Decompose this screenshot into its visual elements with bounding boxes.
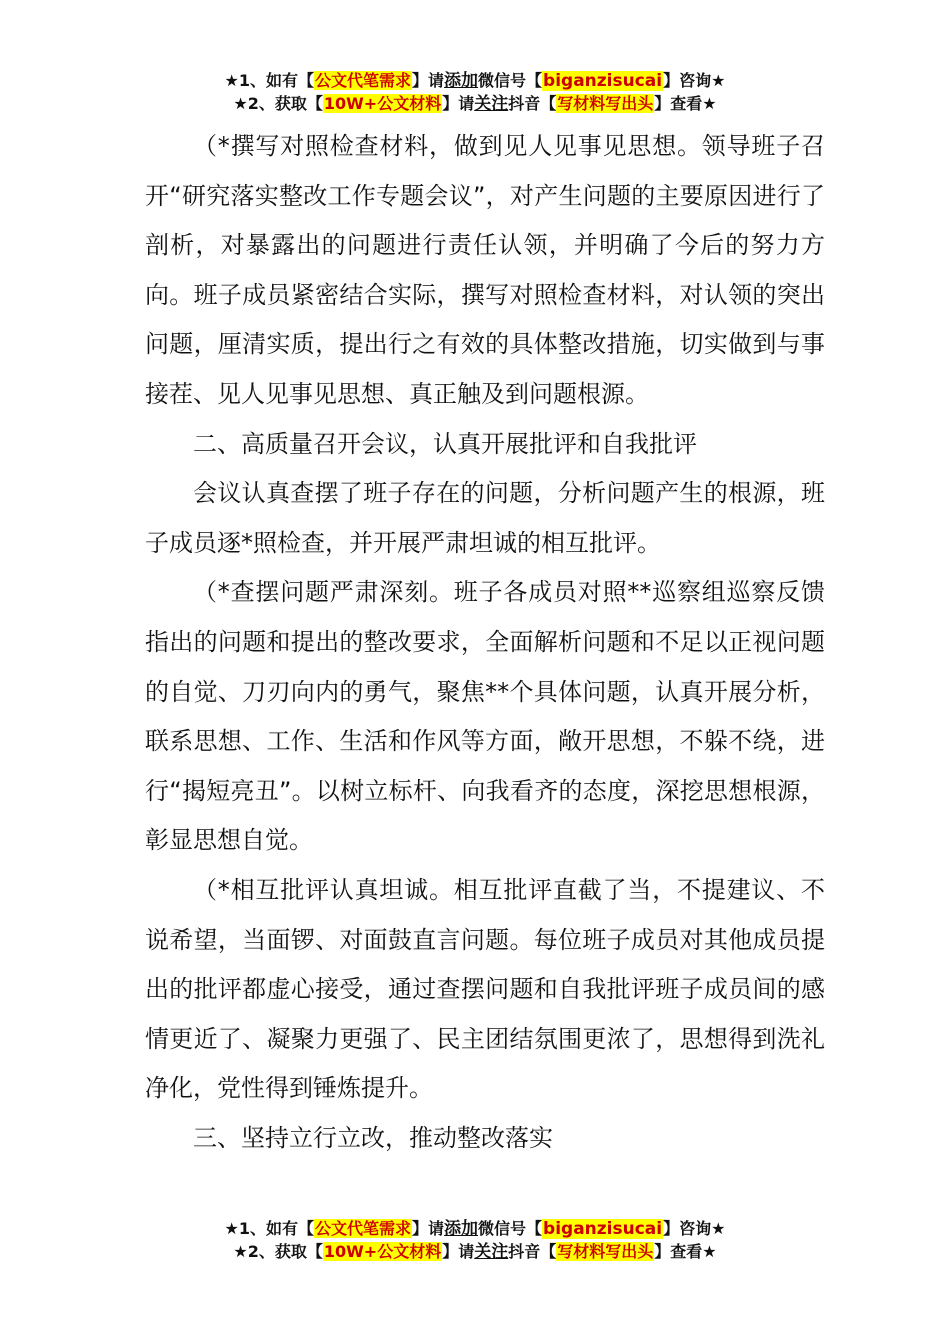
document-body [145,122,825,1163]
promo-text: 】请 [412,1219,445,1238]
promo-text: 】咨询★ [663,1219,726,1238]
promo-highlight: biganzisucai [543,1219,663,1239]
paragraph-checking-materials: （*撰写对照检查材料，做到见人见事见思想。领导班子召开“研究落实整改工作专题会议”，对产生问题的主要原因进行了剖析，对暴露出的问题进行责任认领，并明确了今后的努力方向。班子成员紧密结合实际，撰写对照检查材料，对认领的突出问题，厘清实质，提出行之有效的具体整改措施，切实做到与事接茬、见人见事见思想、真正触及到问题根源。 [145,132,825,408]
promo-highlight: 10W+公文材料 [323,94,442,113]
promo-text: 】请 [412,71,445,90]
header-promo-banner [0,70,950,116]
promo-text: 】咨询★ [663,71,726,90]
promo-text: 】查看★ [654,94,717,113]
section-heading-3: 三、坚持立行立改，推动整改落实 [193,1123,553,1152]
paragraph-problem-finding: （*查摆问题严肃深刻。班子各成员对照**巡察组巡察反馈指出的问题和提出的整改要求，全面解析问题和不足以正视问题的自觉、刀刃向内的勇气，聚焦**个具体问题，认真开展分析，联系思想、工作、生活和作风等方面，敞开思想，不躲不绕，进行“揭短亮丑”。以树立标杆、向我看齐的态度，深挖思想根源，彰显思想自觉。 [145,578,825,855]
promo-highlight: 公文代笔需求 [315,1219,412,1238]
promo-text: 微信号【 [478,71,543,90]
promo-text: ★1、如有【 [224,1219,314,1238]
promo-text: ★2、获取【 [233,1242,323,1261]
paragraph-mutual-criticism: （*相互批评认真坦诚。相互批评直截了当，不提建议、不说希望，当面锣、对面鼓直言问题。每位班子成员对其他成员提出的批评都虚心接受，通过查摆问题和自我批评班子成员间的感情更近了、凝聚力更强了、民主团结氛围更浓了，思想得到洗礼净化，党性得到锤炼提升。 [145,875,825,1103]
promo-underline: 关注 [474,1242,509,1262]
promo-highlight: biganzisucai [543,71,663,91]
paragraph-meeting-review: 会议认真查摆了班子存在的问题，分析问题产生的根源，班子成员逐*照检查，并开展严肃坦诚的相互批评。 [145,479,825,557]
promo-underline: 关注 [474,94,509,114]
promo-line-1 [0,70,950,93]
promo-text: 抖音【 [508,94,557,113]
promo-underline: 添加 [444,71,479,91]
promo-highlight: 写材料写出头 [557,94,654,113]
promo-text: 】查看★ [654,1242,717,1261]
promo-text: ★2、获取【 [233,94,323,113]
promo-line-2 [0,93,950,116]
footer-promo-banner [0,1218,950,1264]
promo-text: 】请 [442,94,475,113]
promo-text: 微信号【 [478,1219,543,1238]
promo-line-2 [0,1241,950,1264]
promo-text: 】请 [442,1242,475,1261]
promo-underline: 添加 [444,1219,479,1239]
promo-highlight: 写材料写出头 [557,1242,654,1261]
promo-highlight: 10W+公文材料 [323,1242,442,1261]
promo-line-1 [0,1218,950,1241]
promo-highlight: 公文代笔需求 [315,71,412,90]
section-heading-2: 二、高质量召开会议，认真开展批评和自我批评 [193,429,697,458]
promo-text: 抖音【 [508,1242,557,1261]
promo-text: ★1、如有【 [224,71,314,90]
